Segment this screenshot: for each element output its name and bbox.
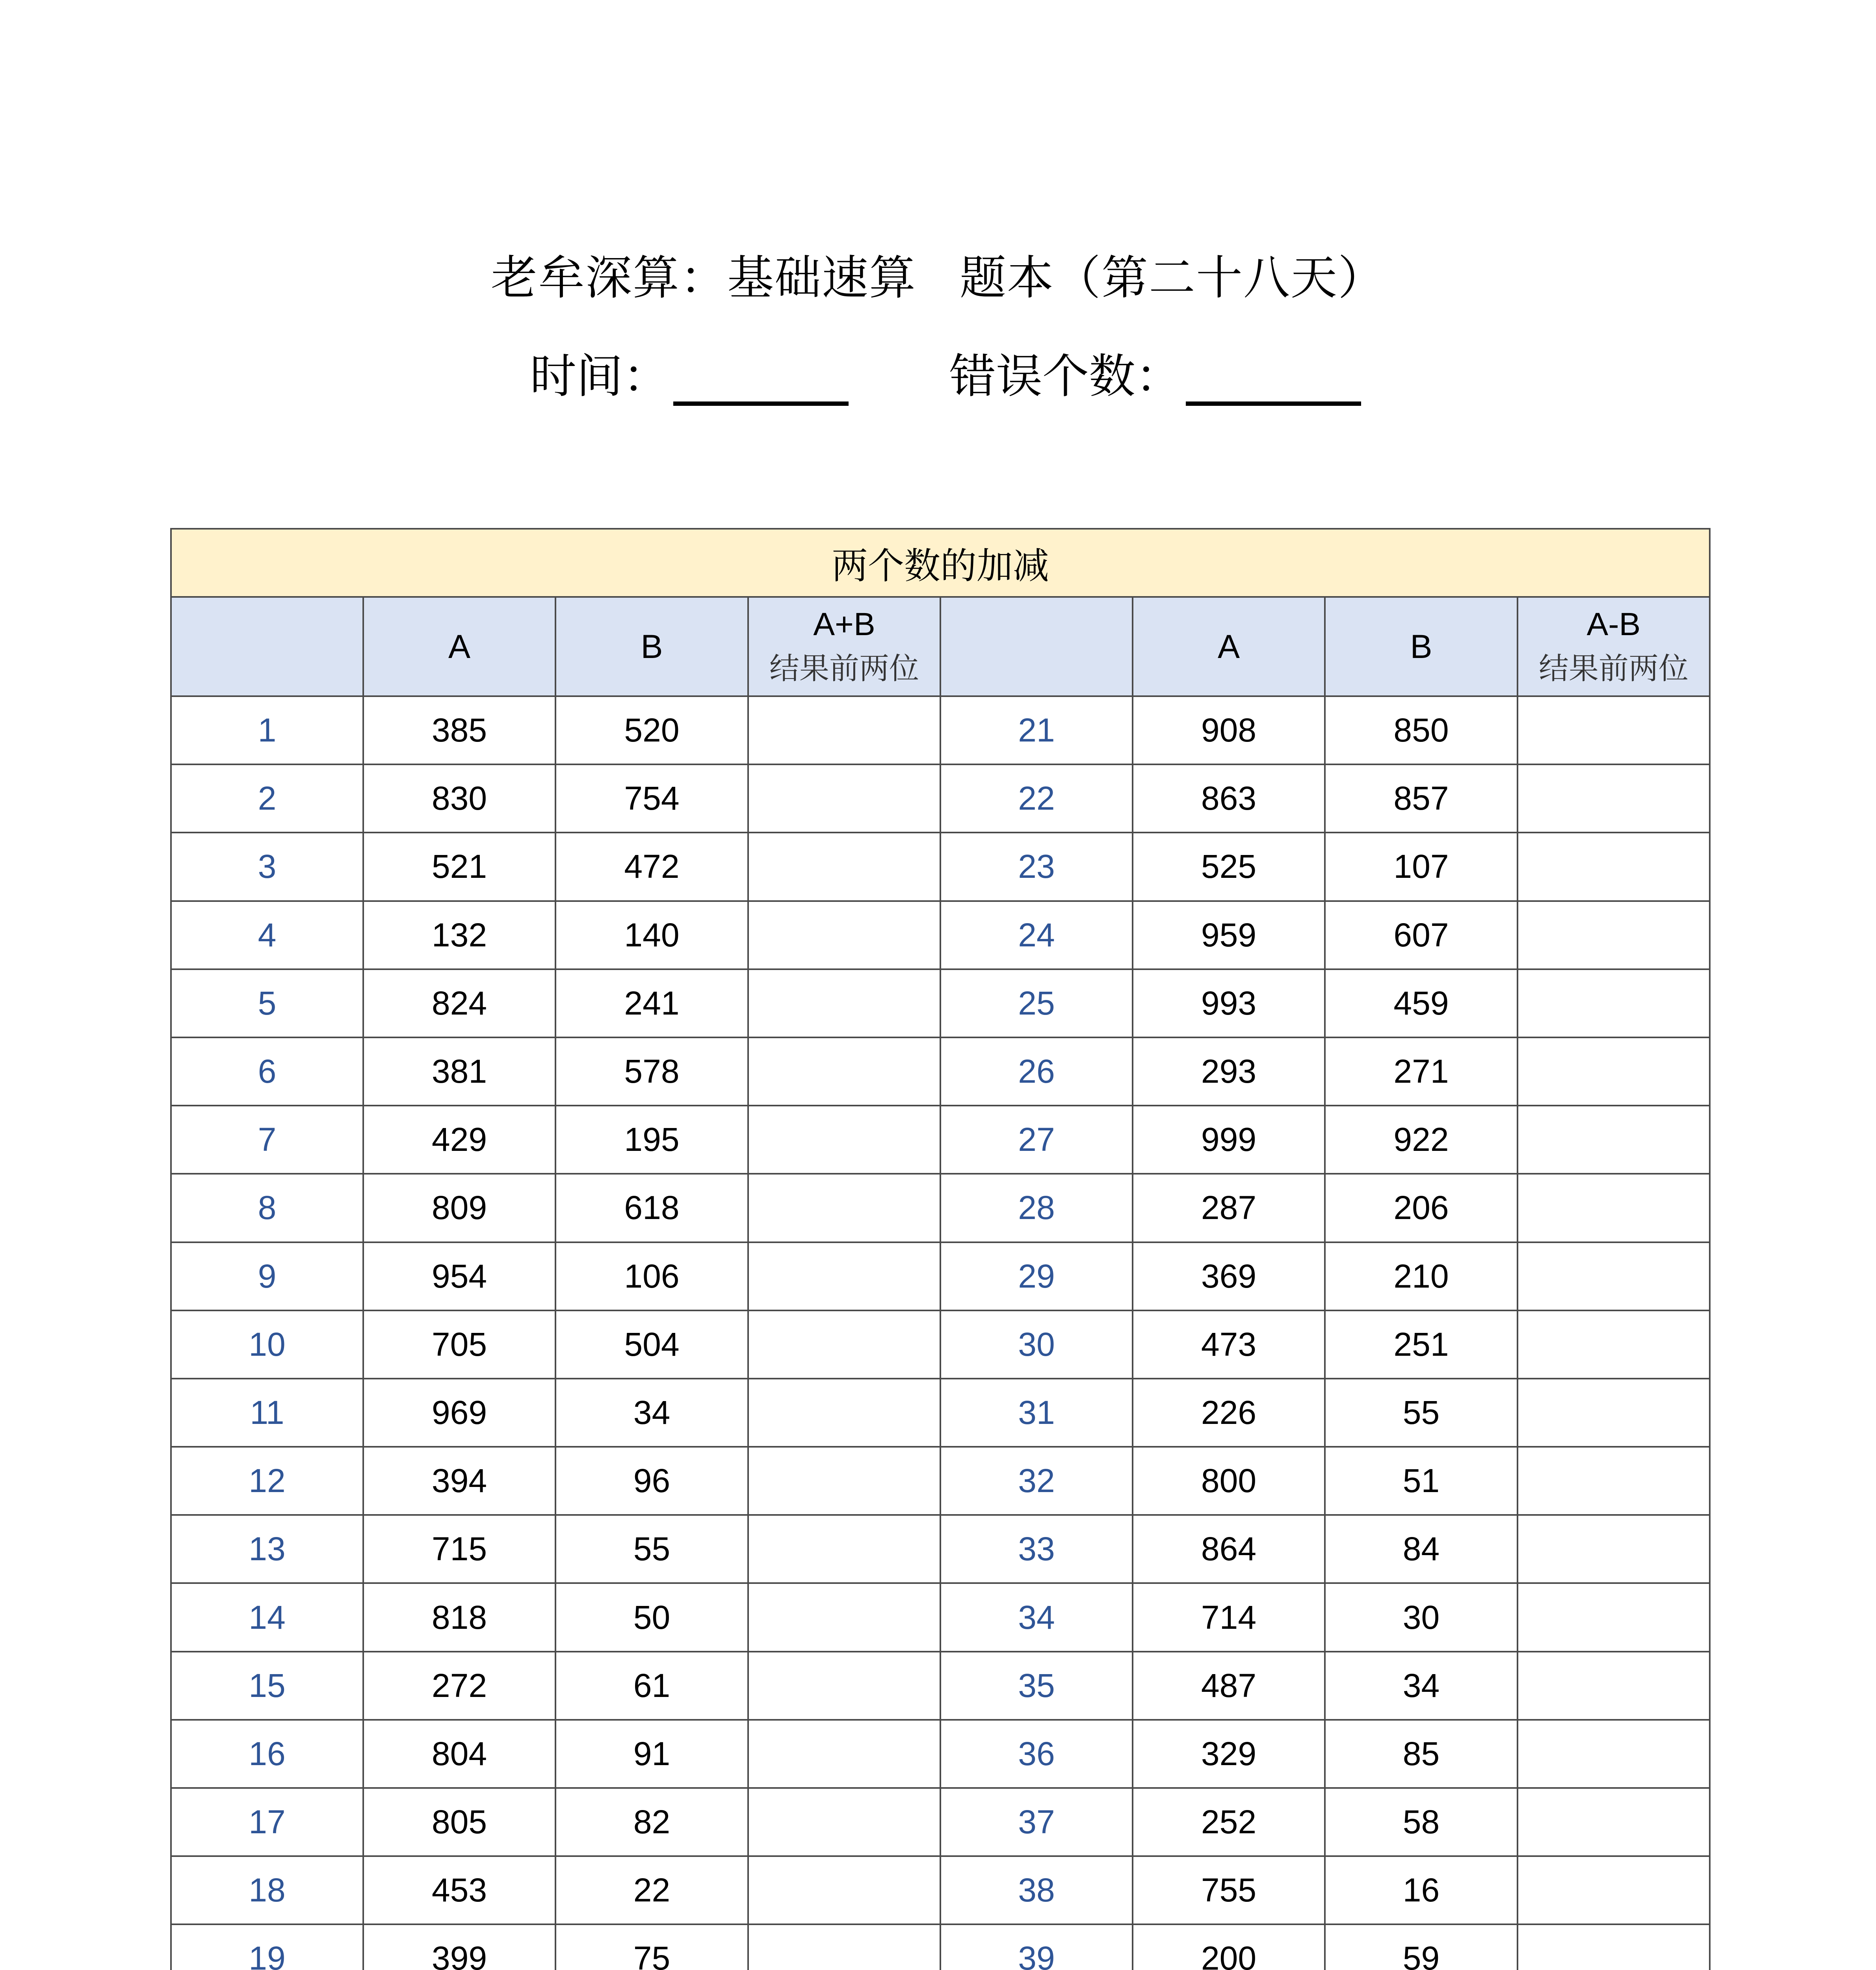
value-b: 607 xyxy=(1325,901,1518,969)
value-a: 809 xyxy=(363,1174,555,1242)
value-b: 55 xyxy=(555,1515,748,1583)
table-row xyxy=(171,1242,1710,1310)
value-a: 394 xyxy=(363,1447,555,1515)
row-number: 36 xyxy=(940,1720,1133,1788)
answer-cell-sum[interactable] xyxy=(748,764,940,833)
time-label: 时间： xyxy=(530,349,670,403)
answer-cell-sum[interactable] xyxy=(748,1515,940,1583)
value-a: 521 xyxy=(363,833,555,901)
value-a: 824 xyxy=(363,969,555,1037)
column-header-row xyxy=(171,597,1710,696)
table-row xyxy=(171,1037,1710,1106)
row-number: 15 xyxy=(171,1652,363,1720)
table-row xyxy=(171,1515,1710,1583)
answer-cell-sum[interactable] xyxy=(748,1242,940,1310)
answer-cell-diff[interactable] xyxy=(1518,1720,1710,1788)
answer-cell-sum[interactable] xyxy=(748,696,940,764)
answer-cell-sum[interactable] xyxy=(748,969,940,1037)
table-row xyxy=(171,1583,1710,1651)
answer-cell-sum[interactable] xyxy=(748,901,940,969)
row-number: 2 xyxy=(171,764,363,833)
value-b: 241 xyxy=(555,969,748,1037)
table-row xyxy=(171,1788,1710,1856)
page-title xyxy=(0,240,1876,307)
value-b: 61 xyxy=(555,1652,748,1720)
value-a: 473 xyxy=(1133,1310,1325,1379)
row-number: 1 xyxy=(171,696,363,764)
value-a: 453 xyxy=(363,1856,555,1924)
answer-cell-sum[interactable] xyxy=(748,1310,940,1379)
row-number: 31 xyxy=(940,1379,1133,1447)
value-b: 107 xyxy=(1325,833,1518,901)
value-a: 954 xyxy=(363,1242,555,1310)
answer-cell-sum[interactable] xyxy=(748,1379,940,1447)
value-a: 800 xyxy=(1133,1447,1325,1515)
header-a-right: A xyxy=(1133,597,1325,696)
value-b: 30 xyxy=(1325,1583,1518,1651)
row-number: 23 xyxy=(940,833,1133,901)
row-number: 10 xyxy=(171,1310,363,1379)
value-b: 850 xyxy=(1325,696,1518,764)
answer-cell-diff[interactable] xyxy=(1518,1515,1710,1583)
section-title: 两个数的加减 xyxy=(171,529,1710,597)
value-b: 59 xyxy=(1325,1924,1518,1970)
header-b-left: B xyxy=(555,597,748,696)
row-number: 16 xyxy=(171,1720,363,1788)
row-number: 18 xyxy=(171,1856,363,1924)
value-b: 82 xyxy=(555,1788,748,1856)
error-count-label: 错误个数： xyxy=(949,349,1182,403)
section-header-row xyxy=(171,529,1710,597)
row-number: 17 xyxy=(171,1788,363,1856)
value-a: 959 xyxy=(1133,901,1325,969)
answer-cell-diff[interactable] xyxy=(1518,1856,1710,1924)
table-row xyxy=(171,696,1710,764)
value-a: 805 xyxy=(363,1788,555,1856)
row-number: 8 xyxy=(171,1174,363,1242)
value-b: 922 xyxy=(1325,1106,1518,1174)
row-number: 35 xyxy=(940,1652,1133,1720)
value-a: 252 xyxy=(1133,1788,1325,1856)
value-a: 369 xyxy=(1133,1242,1325,1310)
value-a: 200 xyxy=(1133,1924,1325,1970)
header-a-left: A xyxy=(363,597,555,696)
row-number: 12 xyxy=(171,1447,363,1515)
value-b: 91 xyxy=(555,1720,748,1788)
answer-cell-sum[interactable] xyxy=(748,1447,940,1515)
row-number: 27 xyxy=(940,1106,1133,1174)
answer-cell-diff[interactable] xyxy=(1518,1174,1710,1242)
value-a: 487 xyxy=(1133,1652,1325,1720)
title-day: 题本（第二十八天） xyxy=(960,251,1386,305)
value-a: 132 xyxy=(363,901,555,969)
row-number: 5 xyxy=(171,969,363,1037)
row-number: 30 xyxy=(940,1310,1133,1379)
answer-cell-sum[interactable] xyxy=(748,1788,940,1856)
value-a: 969 xyxy=(363,1379,555,1447)
value-a: 293 xyxy=(1133,1037,1325,1106)
value-b: 578 xyxy=(555,1037,748,1106)
value-b: 210 xyxy=(1325,1242,1518,1310)
header-empty-left xyxy=(171,597,363,696)
value-a: 287 xyxy=(1133,1174,1325,1242)
answer-cell-diff[interactable] xyxy=(1518,969,1710,1037)
header-empty-right xyxy=(940,597,1133,696)
value-b: 85 xyxy=(1325,1720,1518,1788)
table-row xyxy=(171,764,1710,833)
error-count-blank[interactable] xyxy=(1186,358,1361,406)
answer-cell-diff[interactable] xyxy=(1518,1447,1710,1515)
answer-cell-diff[interactable] xyxy=(1518,1583,1710,1651)
answer-cell-diff[interactable] xyxy=(1518,901,1710,969)
header-sum-note: 结果前两位 xyxy=(769,651,919,686)
value-b: 106 xyxy=(555,1242,748,1310)
value-a: 804 xyxy=(363,1720,555,1788)
row-number: 38 xyxy=(940,1856,1133,1924)
table-row xyxy=(171,1310,1710,1379)
value-b: 84 xyxy=(1325,1515,1518,1583)
value-a: 226 xyxy=(1133,1379,1325,1447)
value-a: 993 xyxy=(1133,969,1325,1037)
value-b: 618 xyxy=(555,1174,748,1242)
value-b: 50 xyxy=(555,1583,748,1651)
value-b: 251 xyxy=(1325,1310,1518,1379)
value-b: 520 xyxy=(555,696,748,764)
row-number: 25 xyxy=(940,969,1133,1037)
row-number: 32 xyxy=(940,1447,1133,1515)
value-b: 140 xyxy=(555,901,748,969)
row-number: 14 xyxy=(171,1583,363,1651)
value-a: 908 xyxy=(1133,696,1325,764)
time-blank[interactable] xyxy=(673,358,849,406)
table-row xyxy=(171,1106,1710,1174)
value-b: 857 xyxy=(1325,764,1518,833)
answer-cell-diff[interactable] xyxy=(1518,833,1710,901)
table-row xyxy=(171,1447,1710,1515)
value-b: 16 xyxy=(1325,1856,1518,1924)
answer-cell-sum[interactable] xyxy=(748,1106,940,1174)
answer-cell-sum[interactable] xyxy=(748,1583,940,1651)
value-b: 504 xyxy=(555,1310,748,1379)
answer-cell-sum[interactable] xyxy=(748,1924,940,1970)
row-number: 33 xyxy=(940,1515,1133,1583)
value-a: 818 xyxy=(363,1583,555,1651)
header-diff-note: 结果前两位 xyxy=(1539,651,1688,686)
value-b: 34 xyxy=(555,1379,748,1447)
value-b: 206 xyxy=(1325,1174,1518,1242)
row-number: 9 xyxy=(171,1242,363,1310)
header-b-right: B xyxy=(1325,597,1518,696)
table-row xyxy=(171,901,1710,969)
value-a: 864 xyxy=(1133,1515,1325,1583)
row-number: 3 xyxy=(171,833,363,901)
value-a: 399 xyxy=(363,1924,555,1970)
answer-cell-diff[interactable] xyxy=(1518,1310,1710,1379)
header-diff xyxy=(1518,597,1710,696)
answer-cell-diff[interactable] xyxy=(1518,1788,1710,1856)
time-field xyxy=(530,339,849,402)
row-number: 11 xyxy=(171,1379,363,1447)
table-row xyxy=(171,969,1710,1037)
value-a: 385 xyxy=(363,696,555,764)
value-b: 55 xyxy=(1325,1379,1518,1447)
value-a: 755 xyxy=(1133,1856,1325,1924)
value-b: 271 xyxy=(1325,1037,1518,1106)
value-b: 75 xyxy=(555,1924,748,1970)
value-a: 429 xyxy=(363,1106,555,1174)
header-sum xyxy=(748,597,940,696)
answer-cell-diff[interactable] xyxy=(1518,1242,1710,1310)
value-b: 34 xyxy=(1325,1652,1518,1720)
title-main: 老牟深算：基础速算 xyxy=(490,251,916,305)
answer-cell-sum[interactable] xyxy=(748,1037,940,1106)
value-b: 51 xyxy=(1325,1447,1518,1515)
answer-cell-diff[interactable] xyxy=(1518,1106,1710,1174)
value-a: 272 xyxy=(363,1652,555,1720)
value-a: 999 xyxy=(1133,1106,1325,1174)
row-number: 29 xyxy=(940,1242,1133,1310)
header-sum-label: A+B xyxy=(813,606,875,642)
answer-cell-diff[interactable] xyxy=(1518,696,1710,764)
table-row xyxy=(171,1652,1710,1720)
value-a: 715 xyxy=(363,1515,555,1583)
table-row xyxy=(171,1174,1710,1242)
answer-cell-diff[interactable] xyxy=(1518,1924,1710,1970)
table-row xyxy=(171,1856,1710,1924)
header-diff-label: A-B xyxy=(1586,606,1641,642)
answer-cell-sum[interactable] xyxy=(748,1720,940,1788)
two-number-table xyxy=(170,528,1711,1970)
answer-cell-sum[interactable] xyxy=(748,1856,940,1924)
row-number: 7 xyxy=(171,1106,363,1174)
row-number: 28 xyxy=(940,1174,1133,1242)
value-a: 830 xyxy=(363,764,555,833)
value-b: 472 xyxy=(555,833,748,901)
row-number: 19 xyxy=(171,1924,363,1970)
value-b: 754 xyxy=(555,764,748,833)
error-count-field xyxy=(949,339,1361,402)
value-b: 195 xyxy=(555,1106,748,1174)
table-row xyxy=(171,1379,1710,1447)
row-number: 37 xyxy=(940,1788,1133,1856)
answer-cell-sum[interactable] xyxy=(748,833,940,901)
answer-cell-diff[interactable] xyxy=(1518,764,1710,833)
row-number: 34 xyxy=(940,1583,1133,1651)
row-number: 22 xyxy=(940,764,1133,833)
value-b: 58 xyxy=(1325,1788,1518,1856)
answer-cell-diff[interactable] xyxy=(1518,1652,1710,1720)
row-number: 39 xyxy=(940,1924,1133,1970)
answer-cell-diff[interactable] xyxy=(1518,1379,1710,1447)
table-row xyxy=(171,1720,1710,1788)
value-a: 705 xyxy=(363,1310,555,1379)
row-number: 26 xyxy=(940,1037,1133,1106)
row-number: 13 xyxy=(171,1515,363,1583)
value-a: 329 xyxy=(1133,1720,1325,1788)
row-number: 21 xyxy=(940,696,1133,764)
answer-cell-sum[interactable] xyxy=(748,1652,940,1720)
row-number: 24 xyxy=(940,901,1133,969)
value-a: 381 xyxy=(363,1037,555,1106)
value-b: 459 xyxy=(1325,969,1518,1037)
value-b: 96 xyxy=(555,1447,748,1515)
table-row xyxy=(171,833,1710,901)
value-b: 22 xyxy=(555,1856,748,1924)
row-number: 4 xyxy=(171,901,363,969)
row-number: 6 xyxy=(171,1037,363,1106)
value-a: 863 xyxy=(1133,764,1325,833)
table-row xyxy=(171,1924,1710,1970)
value-a: 714 xyxy=(1133,1583,1325,1651)
answer-cell-sum[interactable] xyxy=(748,1174,940,1242)
answer-cell-diff[interactable] xyxy=(1518,1037,1710,1106)
value-a: 525 xyxy=(1133,833,1325,901)
